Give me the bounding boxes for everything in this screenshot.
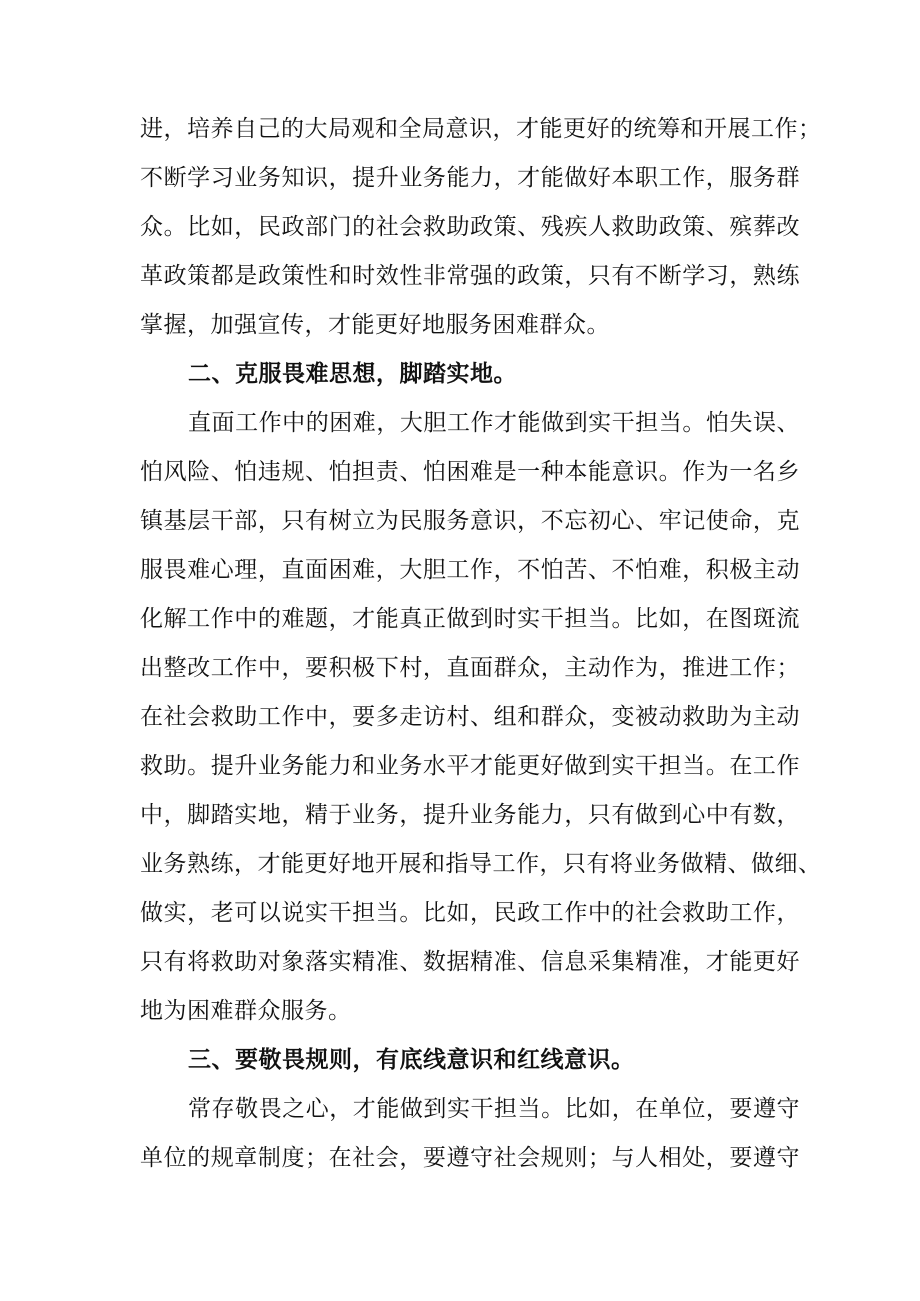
paragraph-line: 掌握，加强宣传，才能更好地服务困难群众。 [140, 312, 610, 338]
paragraph-line: 救助。提升业务能力和业务水平才能更好做到实干担当。在工作 [140, 753, 800, 779]
paragraph-line: 单位的规章制度；在社会，要遵守社会规则；与人相处，要遵守 [140, 1145, 800, 1171]
paragraph-line: 革政策都是政策性和时效性非常强的政策，只有不断学习，熟练 [140, 263, 800, 289]
paragraph-line: 常存敬畏之心，才能做到实干担当。比如，在单位，要遵守 [188, 1096, 800, 1122]
paragraph-line: 中，脚踏实地，精于业务，提升业务能力，只有做到心中有数， [140, 802, 800, 828]
paragraph-line: 进，培养自己的大局观和全局意识，才能更好的统筹和开展工作； [140, 116, 822, 142]
paragraph-line: 镇基层干部，只有树立为民服务意识，不忘初心、牢记使命，克 [140, 508, 800, 534]
paragraph-line: 在社会救助工作中，要多走访村、组和群众，变被动救助为主动 [140, 704, 800, 730]
paragraph-line: 只有将救助对象落实精准、数据精准、信息采集精准，才能更好 [140, 949, 800, 975]
paragraph-line: 不断学习业务知识，提升业务能力，才能做好本职工作，服务群 [140, 165, 800, 191]
section-heading: 二、克服畏难思想，脚踏实地。 [188, 361, 517, 387]
paragraph-line: 怕风险、怕违规、怕担责、怕困难是一种本能意识。作为一名乡 [140, 459, 800, 485]
paragraph-line: 直面工作中的困难，大胆工作才能做到实干担当。怕失误、 [188, 410, 800, 436]
paragraph-line: 地为困难群众服务。 [140, 998, 352, 1024]
paragraph-line: 业务熟练，才能更好地开展和指导工作，只有将业务做精、做细、 [140, 851, 822, 877]
section-heading: 三、要敬畏规则，有底线意识和红线意识。 [188, 1047, 635, 1073]
paragraph-line: 做实，老可以说实干担当。比如，民政工作中的社会救助工作， [140, 900, 800, 926]
paragraph-line: 众。比如，民政部门的社会救助政策、残疾人救助政策、殡葬改 [140, 214, 800, 240]
paragraph-line: 服畏难心理，直面困难，大胆工作，不怕苦、不怕难，积极主动 [140, 557, 800, 583]
paragraph-line: 出整改工作中，要积极下村，直面群众，主动作为，推进工作； [140, 655, 800, 681]
paragraph-line: 化解工作中的难题，才能真正做到时实干担当。比如，在图斑流 [140, 606, 800, 632]
